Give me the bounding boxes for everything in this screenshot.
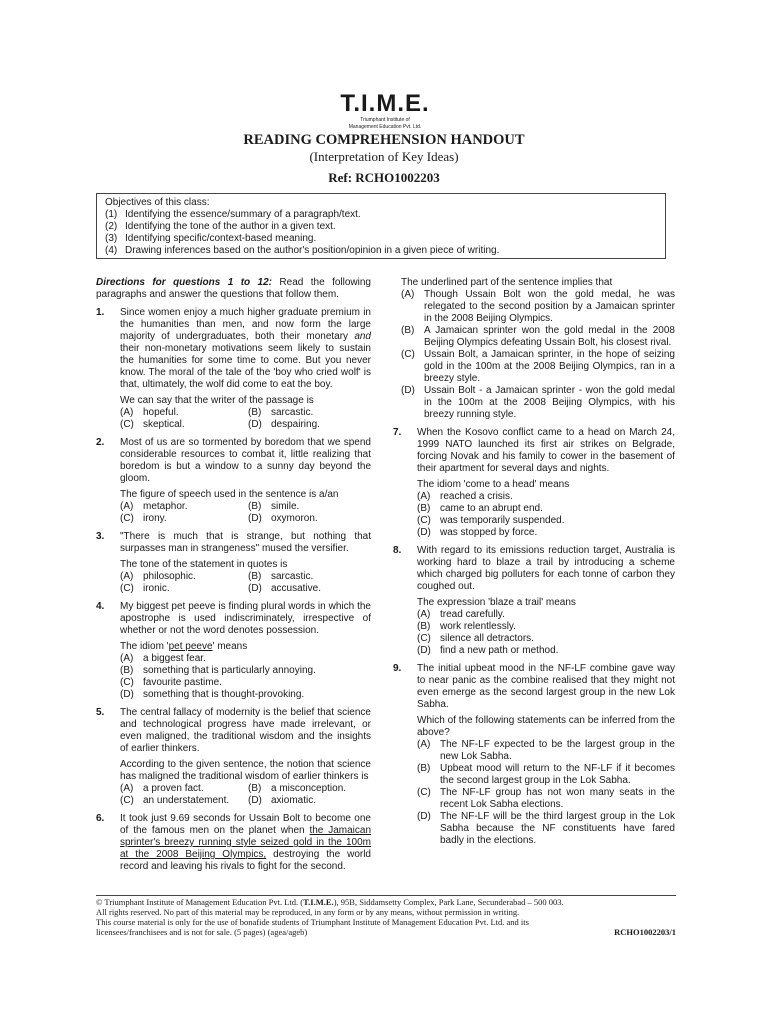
option-text: The NF-LF expected to be the largest group in the new Lok Sabha.	[440, 739, 675, 762]
option-text: metaphor.	[143, 501, 188, 512]
option-letter: (A)	[120, 501, 134, 512]
option-letter: (C)	[417, 787, 431, 798]
option-letter: (D)	[417, 811, 431, 822]
options	[120, 501, 371, 525]
time-logo	[330, 92, 440, 130]
option-letter: (B)	[248, 501, 262, 512]
option-letter: (D)	[417, 527, 431, 538]
option-letter: (D)	[248, 795, 262, 806]
option-letter: (D)	[248, 513, 262, 524]
option	[248, 795, 388, 807]
option	[120, 513, 248, 525]
footer	[96, 895, 676, 937]
option-letter: (C)	[120, 513, 134, 524]
question-stem	[120, 641, 371, 653]
question-6-continued	[393, 277, 675, 421]
option-letter: (C)	[120, 419, 134, 430]
option-letter: (A)	[120, 407, 134, 418]
question-number: 9.	[393, 663, 402, 674]
option-letter: (C)	[417, 515, 431, 526]
question-stem: We can say that the writer of the passage is	[120, 395, 314, 406]
reference-code: Ref: RCHO1002203	[328, 170, 440, 185]
options	[393, 289, 675, 421]
option-letter: (B)	[120, 665, 134, 676]
option	[248, 501, 388, 513]
question-number: 2.	[96, 437, 105, 448]
passage-underlined: the Jamaican sprinter's breezy running style seized gold in the 100m at the 2008 Beijing Olympics,	[120, 825, 372, 860]
objective-number: (2)	[105, 221, 118, 232]
logo-text: T.I.M.E.	[340, 90, 430, 117]
passage-text: It took just 9.69 seconds for Ussain Bolt to become one of the famous men on the planet when	[120, 813, 371, 836]
option	[120, 795, 248, 807]
option-letter: (B)	[417, 621, 431, 632]
footer-copyright	[96, 897, 676, 907]
option	[401, 385, 675, 421]
options	[120, 783, 371, 807]
objective-item	[105, 233, 657, 245]
question-stem: The expression 'blaze a trail' means	[417, 597, 576, 608]
objectives-box	[96, 193, 666, 259]
footer-usage: This course material is only for the use of bonafide students of Triumphant Institute of Management Education Pvt. Ltd. and its	[96, 917, 529, 927]
objective-number: (4)	[105, 245, 118, 256]
option	[417, 609, 675, 621]
option	[401, 349, 675, 385]
question-stem: The underlined part of the sentence implies that	[401, 277, 613, 288]
question-8	[393, 545, 675, 657]
options	[120, 653, 371, 701]
question-9	[393, 663, 675, 847]
question-number: 8.	[393, 545, 402, 556]
option	[417, 645, 675, 657]
option	[120, 583, 248, 595]
directions-text: Read the following paragraphs and answer the questions that follow them.	[96, 277, 371, 300]
option-text: The NF-LF will be the third largest group in the Lok Sabha because the NF constituents have fared badly in the elections.	[440, 811, 675, 846]
option-text: irony.	[143, 513, 167, 524]
option	[417, 527, 675, 539]
option-text: A Jamaican sprinter won the gold medal in the 2008 Beijing Olympics defeating Ussain Bolt, his closest rival.	[424, 325, 675, 348]
passage-italic: and	[354, 331, 371, 342]
option	[417, 787, 675, 811]
option-text: a misconception.	[271, 783, 347, 794]
question-number: 3.	[96, 531, 105, 542]
question-passage: The initial upbeat mood in the NF-LF combine gave way to near panic as the combine realised that they might not even emerge as the second largest group in the new Lok Sabha.	[417, 663, 675, 710]
option-text: work relentlessly.	[440, 621, 516, 632]
option-letter: (D)	[120, 689, 134, 700]
option-letter: (D)	[401, 385, 415, 396]
option-letter: (D)	[248, 583, 262, 594]
option-letter: (A)	[417, 609, 431, 620]
directions-heading: Directions for questions 1 to 12:	[96, 277, 273, 288]
question-number: 5.	[96, 707, 105, 718]
option-text: reached a crisis.	[440, 491, 513, 502]
option-letter: (B)	[248, 783, 262, 794]
footer-text: licensees/franchisees and is not for sale. (5 pages) (agea/ageb)	[96, 927, 308, 937]
option-text: despairing.	[271, 419, 320, 430]
option-text: tread carefully.	[440, 609, 505, 620]
option-text: an understatement.	[143, 795, 230, 806]
question-3	[96, 531, 371, 595]
passage-text: their non-monetary motivations seem likely to sustain the humanities for some time to come. But you never know. The moral of the tale of the 'boy who cried wolf' is that, ultimately, the wolf did come to eat the boy.	[120, 343, 371, 390]
objective-text: Identifying the essence/summary of a paragraph/text.	[125, 209, 361, 220]
option-letter: (B)	[248, 571, 262, 582]
question-number: 6.	[96, 813, 105, 824]
option	[120, 571, 248, 583]
option	[248, 407, 388, 419]
option-letter: (C)	[120, 795, 134, 806]
option	[417, 621, 675, 633]
question-passage: When the Kosovo conflict came to a head on March 24, 1999 NATO launched its first air strikes on Belgrade, forcing Novak and his family to cower in the basement of their apartment for several days and nights.	[417, 427, 675, 474]
option-letter: (A)	[120, 783, 134, 794]
option-letter: (B)	[401, 325, 415, 336]
option	[120, 665, 371, 677]
question-number: 1.	[96, 307, 105, 318]
option	[417, 811, 675, 847]
question-passage: "There is much that is strange, but nothing that surpasses man in strangeness" mused the versifier.	[120, 531, 371, 554]
objective-item	[105, 209, 657, 221]
option-letter: (A)	[417, 739, 431, 750]
objective-number: (1)	[105, 209, 118, 220]
option	[248, 583, 388, 595]
directions	[96, 277, 371, 301]
question-stem: The tone of the statement in quotes is	[120, 559, 288, 570]
objective-number: (3)	[105, 233, 118, 244]
options	[120, 571, 371, 595]
options	[417, 739, 675, 847]
question-passage: With regard to its emissions reduction target, Australia is working hard to blaze a trail by introducing a scheme which charged big polluters for each tonne of carbon they coughed out.	[417, 545, 675, 592]
option-text: something that is particularly annoying.	[143, 665, 316, 676]
objective-text: Drawing inferences based on the author's position/opinion in a given piece of writing.	[125, 245, 500, 256]
options	[417, 491, 675, 539]
objective-text: Identifying specific/context-based meaning.	[125, 233, 317, 244]
option-text: hopeful.	[143, 407, 179, 418]
option	[120, 653, 371, 665]
objectives-heading: Objectives of this class:	[105, 197, 210, 208]
option	[120, 689, 371, 701]
option-text: oxymoron.	[271, 513, 318, 524]
option-text: a biggest fear.	[143, 653, 206, 664]
page-title: READING COMPREHENSION HANDOUT	[243, 132, 525, 148]
option	[120, 419, 248, 431]
option-text: a proven fact.	[143, 783, 204, 794]
option-letter: (D)	[417, 645, 431, 656]
option	[401, 289, 675, 325]
footer-rights: All rights reserved. No part of this material may be reproduced, in any form or by any means, without permission in writing.	[96, 907, 520, 917]
option-text: was temporarily suspended.	[440, 515, 565, 526]
option-letter: (B)	[417, 503, 431, 514]
option-text: ironic.	[143, 583, 170, 594]
footer-bold: T.I.M.E.	[303, 897, 334, 907]
logo-subtext-2: Management Education Pvt. Ltd.	[348, 124, 422, 130]
passage-text: Since women enjoy a much higher graduate premium in the humanities than men, and now form the large majority of undergraduates, both their monetary	[120, 307, 371, 342]
option-text: sarcastic.	[271, 571, 314, 582]
footer-last-row	[96, 927, 676, 937]
objective-item	[105, 221, 657, 233]
option-text: simile.	[271, 501, 300, 512]
question-stem: According to the given sentence, the notion that science has maligned the traditional wisdom of earlier thinkers is	[120, 759, 371, 782]
option-letter: (C)	[120, 583, 134, 594]
question-number: 7.	[393, 427, 402, 438]
option-letter: (A)	[417, 491, 431, 502]
options	[417, 609, 675, 657]
page-code: RCHO1002203/1	[614, 927, 676, 937]
option-text: Ussain Bolt - a Jamaican sprinter - won the gold medal in the 100m at the 2008 Beijing Olympics, with his breezy running style.	[424, 385, 675, 420]
option-letter: (A)	[120, 571, 134, 582]
option-letter: (D)	[248, 419, 262, 430]
stem-text: ' means	[212, 641, 248, 652]
option-text: The NF-LF group has not won many seats in the recent Lok Sabha elections.	[440, 787, 675, 810]
option-text: something that is thought-provoking.	[143, 689, 305, 700]
option	[248, 513, 388, 525]
question-stem: Which of the following statements can be inferred from the above?	[417, 715, 675, 738]
option	[120, 677, 371, 689]
logo-subtext-1: Triumphant Institute of	[360, 117, 410, 123]
question-4	[96, 601, 371, 701]
question-1	[96, 307, 371, 431]
option-letter: (C)	[401, 349, 415, 360]
option-letter: (C)	[120, 677, 134, 688]
option	[417, 515, 675, 527]
option	[248, 783, 388, 795]
option-letter: (A)	[120, 653, 134, 664]
question-2	[96, 437, 371, 525]
question-number: 4.	[96, 601, 105, 612]
option	[417, 633, 675, 645]
option-text: axiomatic.	[271, 795, 317, 806]
page-subtitle: (Interpretation of Key Ideas)	[309, 149, 459, 164]
option-text: sarcastic.	[271, 407, 314, 418]
option	[120, 407, 248, 419]
objective-text: Identifying the tone of the author in a given text.	[125, 221, 336, 232]
question-5	[96, 707, 371, 807]
question-passage	[120, 307, 371, 391]
option	[417, 739, 675, 763]
option-letter: (C)	[417, 633, 431, 644]
footer-text: © Triumphant Institute of Management Education Pvt. Ltd. (	[96, 897, 304, 907]
option	[417, 503, 675, 515]
question-passage: My biggest pet peeve is finding plural words in which the apostrophe is used indiscriminately, irrespective of whether or not the word denotes possession.	[120, 601, 371, 636]
option-text: Though Ussain Bolt won the gold medal, he was relegated to the second position by a Jamaican sprinter in the 2008 Beijing Olympics.	[424, 289, 675, 324]
options	[120, 407, 371, 431]
stem-text: The idiom '	[120, 641, 169, 652]
option-text: Ussain Bolt, a Jamaican sprinter, in the hope of seizing gold in the 100m at the 2008 Beijing Olympics, ran in a breezy style.	[424, 349, 675, 384]
option	[248, 419, 388, 431]
option-text: philosophic.	[143, 571, 196, 582]
option-text: was stopped by force.	[440, 527, 538, 538]
option-text: came to an abrupt end.	[440, 503, 543, 514]
option	[120, 501, 248, 513]
option	[401, 325, 675, 349]
option-letter: (A)	[401, 289, 415, 300]
question-passage: Most of us are so tormented by boredom that we spend considerable resources to combat it, little realizing that boredom is but a window to a sunny day beyond the gloom.	[120, 437, 371, 484]
stem-underlined: pet peeve	[168, 641, 213, 652]
question-6	[96, 813, 371, 873]
question-passage: The central fallacy of modernity is the belief that science and technological progress have made irrelevant, or even maligned, the traditional wisdom and the insights of earlier thinkers.	[120, 707, 371, 754]
objective-item	[105, 245, 657, 257]
passage-text: destroying the world record and leaving his rivals to fight for the second.	[120, 849, 371, 872]
question-passage	[120, 813, 371, 873]
option-text: accusative.	[271, 583, 322, 594]
option	[417, 763, 675, 787]
option-text: find a new path or method.	[440, 645, 559, 656]
question-stem: The idiom 'come to a head' means	[417, 479, 570, 490]
right-column	[393, 277, 675, 853]
question-stem: The figure of speech used in the sentence is a/an	[120, 489, 339, 500]
footer-text: ), 95B, Siddamsetty Complex, Park Lane, Secunderabad – 500 003.	[333, 897, 564, 907]
option	[120, 783, 248, 795]
option-text: skeptical.	[143, 419, 185, 430]
option-text: silence all detractors.	[440, 633, 534, 644]
option-text: Upbeat mood will return to the NF-LF if it becomes the second largest group in the Lok Sabha.	[440, 763, 675, 786]
option	[417, 491, 675, 503]
option-letter: (B)	[248, 407, 262, 418]
left-column	[96, 277, 371, 879]
question-7	[393, 427, 675, 539]
option-letter: (B)	[417, 763, 431, 774]
option	[248, 571, 388, 583]
option-text: favourite pastime.	[143, 677, 222, 688]
